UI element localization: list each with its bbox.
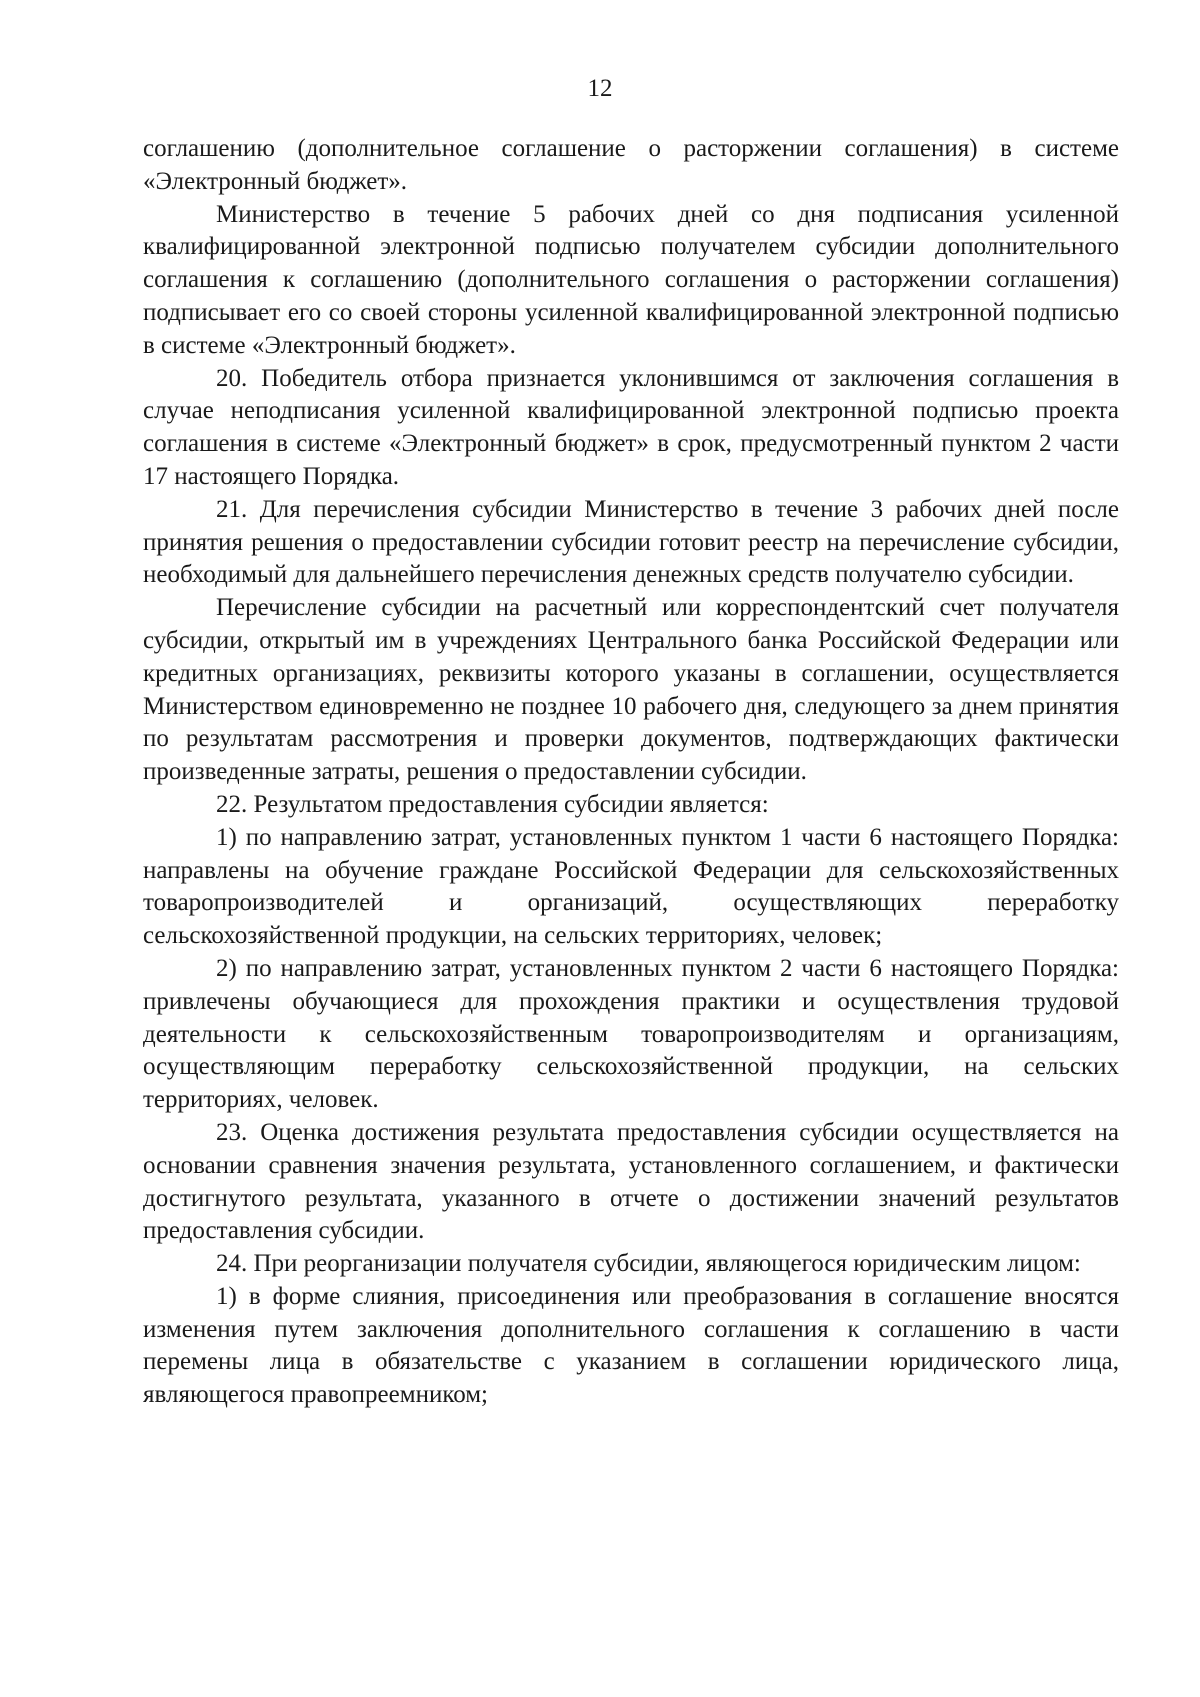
paragraph: 22. Результатом предоставления субсидии является: — [216, 790, 769, 818]
paragraph: 24. При реорганизации получателя субсидии, являющегося юридическим лицом: — [216, 1250, 1081, 1278]
paragraph: 23. Оценка достижения результата предоставления субсидии осуществляется на основании сравнения значения результата, установленного соглашением, и фактически достигнутого результата, указанного в отчете о достижении значений результатов предоставления субсидии. — [143, 1118, 1119, 1245]
paragraph: Перечисление субсидии на расчетный или корреспондентский счет получателя субсидии, открытый им в учреждениях Центрального банка Российской Федерации или кредитных организациях, реквизиты которого указаны в соглашении, осуществляется Министерством единовременно не позднее 10 рабочего дня, следующего за днем принятия по результатам рассмотрения и проверки документов, подтверждающих фактически произведенные затраты, решения о предоставлении субсидии. — [143, 594, 1119, 786]
paragraph: 20. Победитель отбора признается уклонившимся от заключения соглашения в случае неподписания усиленной квалифицированной электронной подписью проекта соглашения в системе «Электронный бюджет» в срок, предусмотренный пунктом 2 части 17 настоящего Порядка. — [143, 364, 1119, 490]
document-body — [143, 133, 1119, 1412]
paragraph: 1) в форме слияния, присоединения или преобразования в соглашение вносятся изменения путем заключения дополнительного соглашения к соглашению в части перемены лица в обязательстве с указанием в соглашении юридического лица, являющегося правопреемником; — [143, 1282, 1119, 1409]
paragraph: соглашению (дополнительное соглашение о расторжении соглашения) в системе «Электронный бюджет». — [143, 135, 1119, 195]
page-number: 12 — [587, 75, 613, 102]
paragraph: Министерство в течение 5 рабочих дней со дня подписания усиленной квалифицированной электронной подписью получателем субсидии дополнительного соглашения к соглашению (дополнительного соглашения о расторжении соглашения) подписывает его со своей стороны усиленной квалифицированной электронной подписью в системе «Электронный бюджет». — [143, 200, 1119, 359]
paragraph: 21. Для перечисления субсидии Министерство в течение 3 рабочих дней после принятия решения о предоставлении субсидии готовит реестр на перечисление субсидии, необходимый для дальнейшего перечисления денежных средств получателю субсидии. — [143, 495, 1119, 589]
paragraph: 1) по направлению затрат, установленных пунктом 1 части 6 настоящего Порядка: направлены на обучение граждане Российской Федерации для сельскохозяйственных товаропроизводителей и организаций, осуществляющих переработку сельскохозяйственной продукции, на сельских территориях, человек; — [143, 823, 1119, 950]
paragraph: 2) по направлению затрат, установленных пунктом 2 части 6 настоящего Порядка: привлечены обучающиеся для прохождения практики и осуществления трудовой деятельности к сельскохозяйственным товаропроизводителям и организациям, осуществляющим переработку сельскохозяйственной продукции, на сельских территориях, человек. — [143, 954, 1119, 1114]
